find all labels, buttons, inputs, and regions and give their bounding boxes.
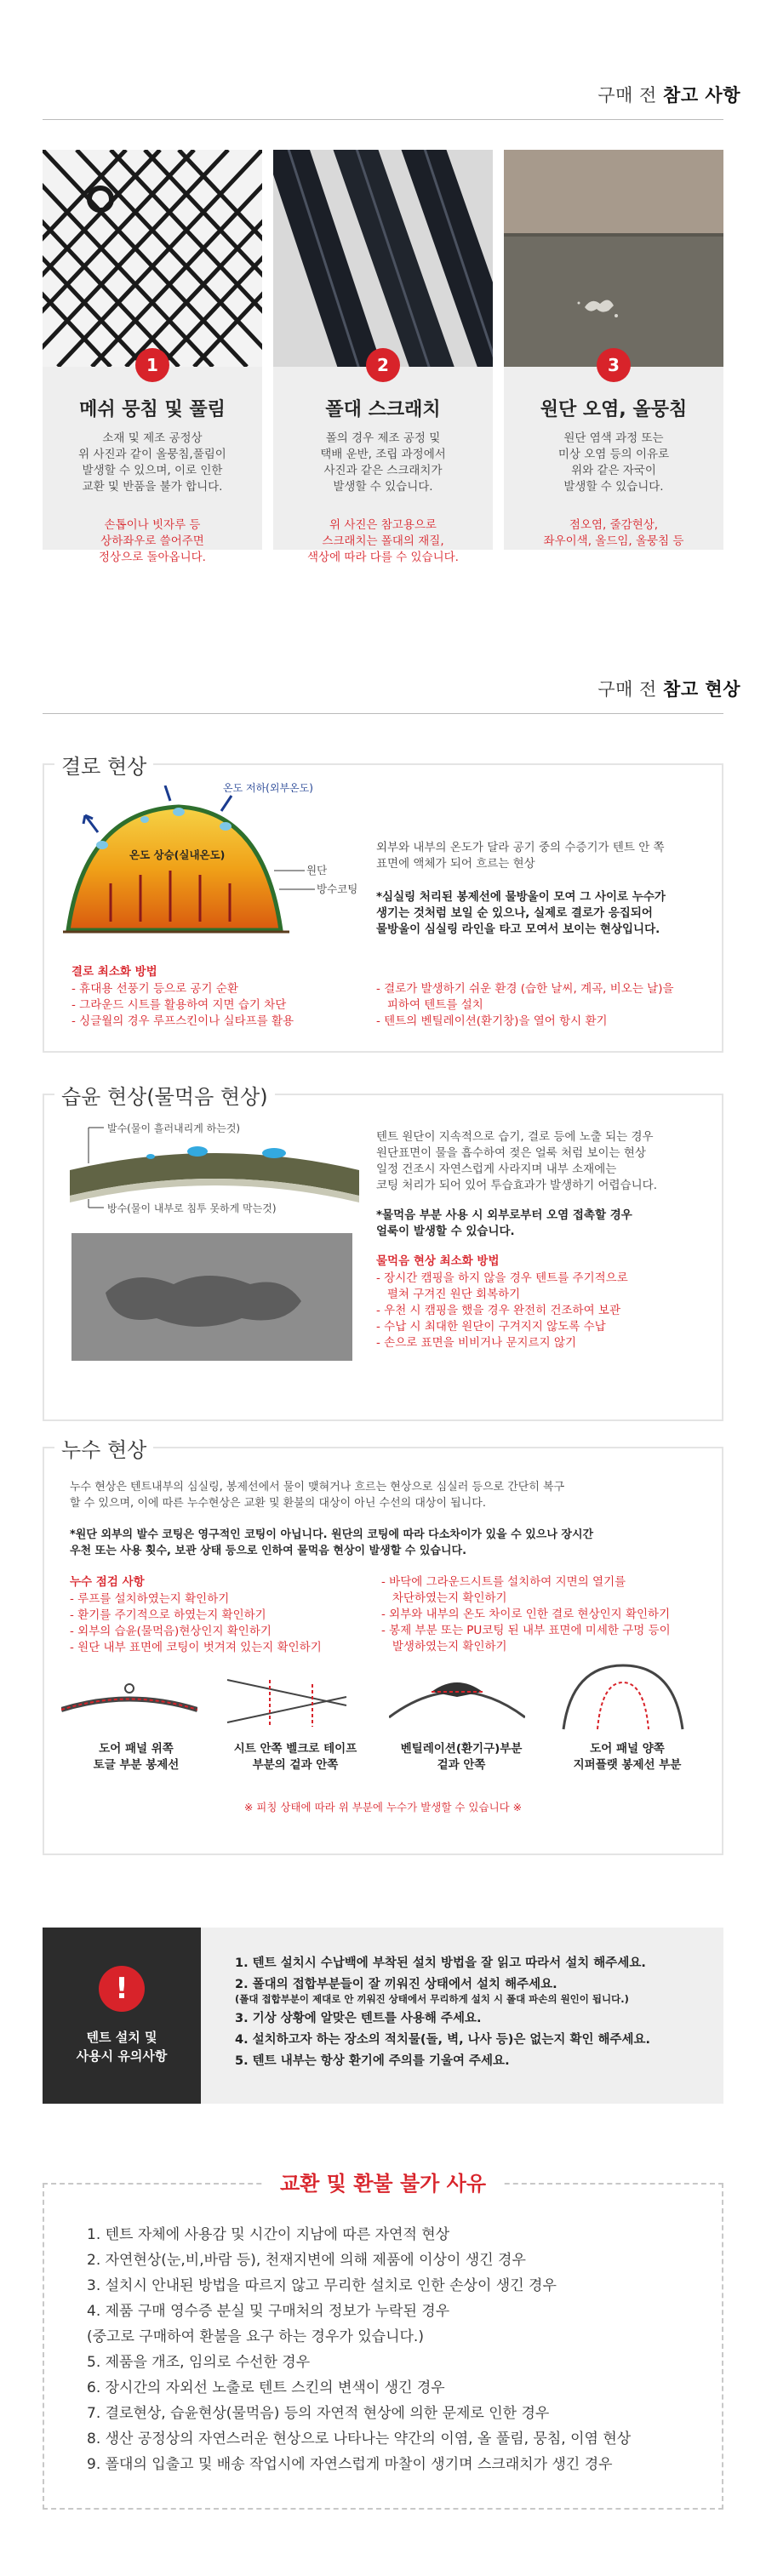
refund-item: 1. 텐트 자체에 사용감 및 시간이 지남에 따른 자연적 현상	[87, 2226, 450, 2243]
wicking-notice	[376, 1208, 632, 1240]
card-body-line: 택배 운반, 조립 과정에서	[320, 448, 446, 461]
wicking-title: 습윤 현상(물먹음 현상)	[54, 1080, 275, 1110]
fabric-photo	[504, 150, 723, 367]
tip-line: 발생하였는지 확인하기	[381, 1640, 507, 1654]
notice-line: 얼룩이 발생할 수 있습니다.	[376, 1225, 515, 1238]
leak-tips-right	[381, 1574, 671, 1655]
caption-line: 부분의 겉과 안쪽	[252, 1758, 339, 1772]
desc-line: 표면에 액체가 되어 흐르는 현상	[376, 857, 535, 871]
diagram-label-fabric: 원단	[306, 864, 328, 877]
refund-list	[87, 2222, 631, 2477]
condensation-tips-right	[376, 981, 674, 1030]
condensation-tips-left	[71, 981, 294, 1030]
condensation-desc	[376, 840, 665, 872]
card-fabric	[504, 150, 723, 550]
card-body-line: 사진과 같은 스크래치가	[323, 464, 443, 477]
refund-item: 5. 제품을 개조, 임의로 수선한 경우	[87, 2354, 311, 2371]
tip-line: - 원단 내부 표면에 코팅이 벗겨져 있는지 확인하기	[70, 1641, 322, 1654]
caption-line: 도어 패널 위쪽	[99, 1742, 174, 1756]
card-body-line: 발생할 수 있으며, 이로 인한	[82, 464, 223, 477]
card-title: 원단 오염, 올뭉침	[540, 399, 688, 420]
wicking-photo	[71, 1233, 352, 1361]
caption-line: 지퍼플랫 봉제선 부분	[573, 1758, 682, 1772]
leak-caption	[210, 1741, 380, 1773]
tip-line: - 싱글월의 경우 루프스킨이나 실타프를 활용	[71, 1014, 294, 1028]
caution-item: 5. 텐트 내부는 항상 환기에 주의를 기울여 주세요.	[235, 2054, 510, 2068]
card-body-line: 발생할 수 있습니다.	[333, 480, 433, 494]
caution-item: 1. 텐트 설치시 수납백에 부착된 설치 방법을 잘 읽고 따라서 설치 해주세요.	[235, 1956, 646, 1970]
tip-line: - 그라운드 시트를 활용하여 지면 습기 차단	[71, 998, 287, 1012]
condensation-box	[43, 755, 723, 1053]
caution-panel	[43, 1928, 723, 2104]
card-note-line: 상하좌우로 쓸어주면	[100, 534, 204, 548]
desc-line: 할 수 있으며, 이에 따른 누수현상은 교환 및 환불의 대상이 아닌 수선의 대상이 됩니다.	[70, 1497, 486, 1510]
tip-line: - 손으로 표면을 비비거나 문지르지 않기	[376, 1336, 576, 1350]
section-title-bold: 참고 현상	[663, 679, 740, 700]
card-note-line: 손톱이나 빗자루 등	[104, 518, 201, 532]
refund-item: (중고로 구매하여 환불을 요구 하는 경우가 있습니다.)	[87, 2328, 424, 2345]
refund-item: 8. 생산 공정상의 자연스러운 현상으로 나타나는 약간의 이염, 올 풀림, 뭉침, 이염 현상	[87, 2430, 632, 2447]
card-body-line: 교환 및 반품을 불가 합니다.	[82, 480, 223, 494]
divider	[43, 713, 723, 714]
desc-line: 외부와 내부의 온도가 달라 공기 중의 수증기가 텐트 안 쪽	[376, 841, 665, 854]
desc-line: 코팅 처리가 되어 있어 투습효과가 발생하기 어렵습니다.	[376, 1179, 657, 1192]
tip-line: - 수납 시 최대한 원단이 구겨지지 않도록 수납	[376, 1320, 606, 1334]
wicking-tips	[376, 1271, 628, 1351]
condensation-notice	[376, 889, 666, 938]
leak-caption	[376, 1741, 546, 1773]
wicking-box	[43, 1085, 723, 1421]
section-title-phenomena	[597, 676, 740, 701]
refund-box	[43, 2183, 723, 2510]
wicking-tips-title: 물먹음 현상 최소화 방법	[376, 1254, 500, 1268]
leak-illustration-door-sides	[555, 1661, 691, 1734]
tip-line: - 결로가 발생하기 쉬운 환경 (습한 날씨, 계곡, 비오는 날)을	[376, 982, 674, 996]
refund-title-wrap	[0, 2167, 766, 2196]
caution-list	[235, 1953, 650, 2072]
desc-line: 누수 현상은 텐트내부의 심실링, 봉제선에서 물이 맺혀거나 흐르는 현상으로 심실러 등으로 간단히 복구	[70, 1481, 565, 1494]
tip-line: - 봉제 부분 또는 PU코팅 된 내부 표면에 미세한 구멍 등이	[381, 1624, 671, 1637]
card-title: 메쉬 뭉침 및 풀림	[79, 399, 226, 420]
tip-line: - 루프를 설치하였는지 확인하기	[70, 1592, 230, 1606]
card-note-line: 스크래치는 폴대의 재질,	[322, 534, 444, 548]
mesh-photo	[43, 150, 262, 367]
tip-line: - 바닥에 그라운드시트를 설치하여 지면의 열기를	[381, 1575, 626, 1589]
warning-icon: !	[99, 1966, 145, 2012]
desc-line: 일정 건조시 자연스럽게 사라지며 내부 소재에는	[376, 1162, 617, 1176]
condensation-title: 결로 현상	[54, 750, 153, 780]
diagram-label-warm: 온도 상승(실내온도)	[129, 848, 226, 861]
card-note-line: 위 사진은 참고용으로	[329, 518, 437, 532]
card-note	[290, 517, 476, 566]
leak-caption	[51, 1741, 221, 1773]
card-number: 2	[366, 348, 400, 382]
refund-item: 7. 결로현상, 습윤현상(물먹음) 등의 자연적 현상에 의한 문제로 인한 경우	[87, 2405, 550, 2422]
pole-photo	[273, 150, 493, 367]
leak-illustration-door-top	[61, 1671, 197, 1731]
card-body-line: 미상 오염 등의 이유로	[557, 448, 670, 461]
card-number: 3	[597, 348, 631, 382]
desc-line: 텐트 원단이 지속적으로 습기, 결로 등에 노출 되는 경우	[376, 1130, 654, 1144]
refund-title: 교환 및 환불 불가 사유	[265, 2172, 501, 2196]
caption-line: 도어 패널 양쪽	[590, 1742, 665, 1756]
card-note-line: 좌우이색, 올드임, 올뭉침 등	[543, 534, 684, 548]
card-pole	[273, 150, 493, 564]
caution-item: 3. 기상 상황에 알맞은 텐트를 사용해 주세요.	[235, 2012, 482, 2025]
card-body	[290, 431, 476, 495]
tip-line: - 외부와 내부의 온도 차이로 인한 결로 현상인지 확인하기	[381, 1608, 671, 1621]
card-body-line: 위 사진과 같이 올뭉침,풀림이	[78, 448, 226, 461]
card-body-line: 위와 같은 자국이	[571, 464, 656, 477]
condensation-tips-title: 결로 최소화 방법	[71, 965, 157, 979]
tip-line: - 휴대용 선풍기 등으로 공기 순환	[71, 982, 238, 996]
notice-line: *심실링 처리된 봉제선에 물방울이 모여 그 사이로 누수가	[376, 890, 666, 904]
tip-line: - 외부의 습윤(물먹음)현상인지 확인하기	[70, 1625, 272, 1638]
section-title-bold: 참고 사항	[663, 85, 740, 106]
tip-line: - 장시간 캠핑을 하지 않을 경우 텐트를 주기적으로	[376, 1271, 628, 1285]
diagram-label-waterproof: 방수(물이 내부로 침투 못하게 막는것)	[107, 1202, 277, 1214]
desc-line: 원단표면이 물을 흡수하여 젖은 얼룩 처럼 보이는 현상	[376, 1146, 646, 1160]
leak-desc	[70, 1479, 564, 1511]
caution-sidebar	[43, 1928, 201, 2104]
notice-line: *원단 외부의 발수 코팅은 영구적인 코팅이 아닙니다. 원단의 코팅에 따라 다소차이가 있을 수 있으나 장시간	[70, 1528, 594, 1541]
tip-line: - 환기를 주기적으로 하였는지 확인하기	[70, 1608, 266, 1622]
caution-item: 4. 설치하고자 하는 장소의 적치물(돌, 벽, 나사 등)은 없는지 확인 해주세요.	[235, 2033, 651, 2047]
leak-illustration-sheet	[219, 1671, 355, 1731]
card-mesh	[43, 150, 262, 564]
diagram-label-cool: 온도 저하(외부온도)	[223, 782, 313, 794]
caption-line: 시트 안쪽 벨크로 테이프	[233, 1742, 357, 1756]
caution-item: 2. 폴대의 접합부분들이 잘 끼워진 상태에서 설치 해주세요.	[235, 1978, 557, 1991]
refund-item: 4. 제품 구매 영수증 분실 및 구매처의 정보가 누락된 경우	[87, 2303, 450, 2320]
caution-title-line: 텐트 설치 및	[86, 2030, 157, 2045]
tip-line: - 텐트의 벤틸레이션(환기창)을 열어 항시 환기	[376, 1014, 608, 1028]
leak-title: 누수 현상	[54, 1433, 153, 1463]
leak-illustration-vent	[389, 1666, 525, 1734]
card-note-line: 정상으로 돌아옵니다.	[99, 551, 206, 564]
leak-box	[43, 1438, 723, 1855]
card-body	[60, 431, 245, 495]
refund-item: 6. 장시간의 자외선 노출로 텐트 스킨의 변색이 생긴 경우	[87, 2379, 445, 2396]
card-body-line: 발생할 수 있습니다.	[563, 480, 664, 494]
card-note	[60, 517, 245, 566]
card-body-line: 폴의 경우 제조 공정 및	[325, 431, 441, 445]
diagram-label-coating: 방수코팅	[317, 882, 358, 895]
leak-caption	[542, 1741, 712, 1773]
condensation-diagram	[51, 785, 392, 956]
caption-line: 토글 부분 봉제선	[93, 1758, 180, 1772]
caption-line: 벤틸레이션(환기구)부분	[400, 1742, 523, 1756]
tip-line: - 우천 시 캠핑을 했을 경우 완전히 건조하여 보관	[376, 1304, 620, 1317]
tip-line: 피하여 텐트를 설치	[376, 998, 483, 1012]
card-number: 1	[135, 348, 169, 382]
caution-title	[43, 2028, 201, 2065]
refund-item: 2. 자연현상(눈,비,바람 등), 천재지변에 의해 제품에 이상이 생긴 경우	[87, 2252, 526, 2269]
section-title-prefix: 구매 전	[597, 85, 664, 106]
notice-line: 물방울이 심실링 라인을 타고 모여서 보이는 현상입니다.	[376, 922, 660, 936]
divider	[43, 119, 723, 120]
section-title-notes	[597, 82, 740, 107]
refund-item: 3. 설치시 안내된 방법을 따르지 않고 무리한 설치로 인한 손상이 생긴 경우	[87, 2277, 557, 2294]
notice-line: 생기는 것처럼 보일 순 있으나, 실제로 결로가 응집되어	[376, 906, 653, 920]
diagram-label-repellent: 발수(물이 흘러내리게 하는것)	[107, 1122, 241, 1134]
caution-title-line: 사용시 유의사항	[76, 2048, 168, 2064]
card-note-line: 점오염, 줄감현상,	[569, 518, 659, 532]
card-note	[521, 517, 706, 550]
leak-tips-left	[70, 1591, 322, 1656]
notice-line: *물먹음 부분 사용 시 외부로부터 오염 접촉할 경우	[376, 1208, 632, 1222]
section-title-prefix: 구매 전	[597, 679, 664, 700]
card-body	[521, 431, 706, 495]
card-body-line: 소재 및 제조 공정상	[102, 431, 203, 445]
notice-line: 우천 또는 사용 횟수, 보관 상태 등으로 인하여 물먹음 현상이 발생할 수 있습니다.	[70, 1545, 467, 1557]
tip-line: 펼쳐 구겨진 원단 회복하기	[376, 1288, 521, 1301]
caption-line: 겉과 안쪽	[437, 1758, 486, 1772]
wicking-desc	[376, 1129, 657, 1194]
leak-note: ※ 피칭 상태에 따라 위 부분에 누수가 발생할 수 있습니다 ※	[243, 1801, 523, 1813]
leak-notice	[70, 1527, 593, 1559]
tip-line: 차단하였는지 확인하기	[381, 1591, 507, 1605]
card-body-line: 원단 염색 과정 또는	[563, 431, 664, 445]
card-title: 폴대 스크래치	[325, 399, 441, 420]
refund-item: 9. 폴대의 입출고 및 배송 작업시에 자연스럽게 마찰이 생기며 스크래치가 생긴 경우	[87, 2456, 613, 2473]
caution-item-sub: (폴대 접합부분이 제대로 안 끼워진 상태에서 무리하게 설치 시 폴대 파손의 원인이 됩니다.)	[235, 1993, 629, 2005]
card-note-line: 색상에 따라 다를 수 있습니다.	[307, 551, 459, 564]
leak-tips-title: 누수 점검 사항	[70, 1575, 145, 1589]
